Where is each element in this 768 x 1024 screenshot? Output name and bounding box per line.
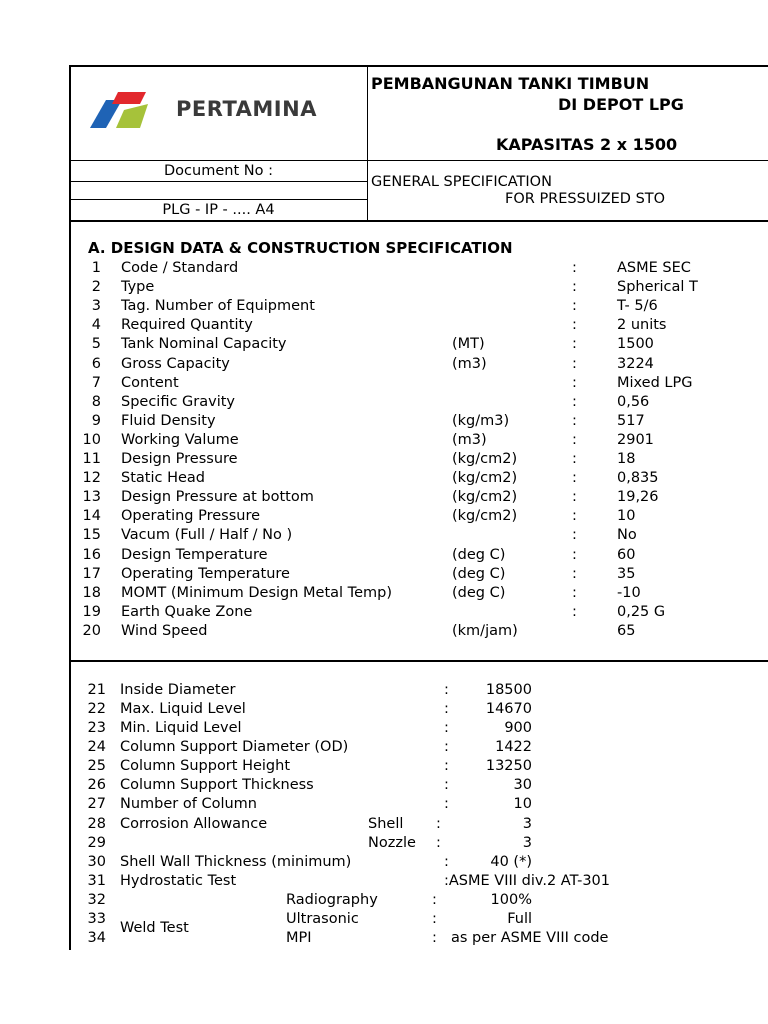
spec-value: 30 xyxy=(513,777,532,793)
spec-label: Specific Gravity xyxy=(121,393,236,410)
row-colon: : xyxy=(572,584,577,601)
row-colon: : xyxy=(444,701,449,717)
spec-value: 2901 xyxy=(617,431,654,448)
row-number: 8 xyxy=(91,393,101,410)
row-number: 24 xyxy=(87,739,106,755)
weld-test-label: Weld Test xyxy=(120,920,189,936)
hydrostatic-test-value: :ASME VIII div.2 AT-301 xyxy=(444,873,611,889)
spec-unit: (deg C) xyxy=(452,546,506,563)
row-number: 27 xyxy=(87,796,106,812)
spec-label: Column Support Thickness xyxy=(120,777,314,793)
row-number: 15 xyxy=(82,527,101,544)
spec-value: 35 xyxy=(617,565,636,582)
row-colon: : xyxy=(572,431,577,448)
spec-value: 18500 xyxy=(485,682,532,698)
spec-label: Tag. Number of Equipment xyxy=(121,298,315,315)
row-number: 32 xyxy=(87,892,106,908)
row-number: 12 xyxy=(82,470,101,487)
spec-label: Column Support Height xyxy=(120,758,290,774)
spec-label: Operating Temperature xyxy=(121,565,290,582)
spec-unit: (km/jam) xyxy=(452,622,518,639)
row-number: 16 xyxy=(82,546,101,563)
spec-label: Earth Quake Zone xyxy=(121,603,253,620)
row-number: 4 xyxy=(91,317,101,334)
spec-title-line2: FOR PRESSUIZED STO xyxy=(505,191,666,207)
hydrostatic-test-label: Hydrostatic Test xyxy=(120,873,237,889)
row-number: 2 xyxy=(91,279,101,296)
row-number: 30 xyxy=(87,854,106,870)
row-colon: : xyxy=(436,816,441,832)
spec-unit: (m3) xyxy=(452,431,487,448)
row-colon: : xyxy=(444,758,449,774)
spec-label: Fluid Density xyxy=(121,412,216,429)
spec-label: Max. Liquid Level xyxy=(120,701,246,717)
row-number: 29 xyxy=(87,835,106,851)
spec-unit: (MT) xyxy=(452,336,485,353)
row-colon: : xyxy=(572,355,577,372)
spec-unit: (deg C) xyxy=(452,584,506,601)
row-number: 14 xyxy=(82,508,101,525)
row-number: 10 xyxy=(82,431,101,448)
doc-line-2 xyxy=(70,199,368,200)
nozzle-label: Nozzle xyxy=(368,835,416,851)
row-number: 20 xyxy=(82,622,101,639)
spec-value: 1422 xyxy=(495,739,532,755)
spec-label: Required Quantity xyxy=(121,317,253,334)
spec-value: 65 xyxy=(617,622,636,639)
spec-label: Type xyxy=(121,279,155,296)
document-no-label: Document No : xyxy=(164,163,273,179)
spec-value: 18 xyxy=(617,451,636,467)
spec-value: 10 xyxy=(617,508,636,525)
row-colon: : xyxy=(572,374,577,391)
row-colon: : xyxy=(572,317,577,334)
spec-label: Design Temperature xyxy=(121,546,268,563)
spec-value: 0,835 xyxy=(617,470,659,487)
spec-title-line1: GENERAL SPECIFICATION xyxy=(371,174,552,190)
spec-label: Static Head xyxy=(121,470,205,487)
spec-label: Vacum (Full / Half / No ) xyxy=(121,527,293,544)
spec-value: 19,26 xyxy=(617,489,659,506)
spec-value: 0,56 xyxy=(617,393,650,410)
row-number: 7 xyxy=(91,374,101,391)
row-colon: : xyxy=(444,739,449,755)
row-number: 3 xyxy=(91,298,101,315)
row-colon: : xyxy=(432,911,437,927)
row-number: 6 xyxy=(91,355,101,372)
ultrasonic-label: Ultrasonic xyxy=(286,911,359,927)
header-bottom-line xyxy=(70,220,768,222)
row-colon: : xyxy=(572,260,577,276)
spec-unit: (kg/cm2) xyxy=(452,489,518,506)
spec-unit: (kg/cm2) xyxy=(452,451,518,467)
row-colon: : xyxy=(572,565,577,582)
row-colon: : xyxy=(572,527,577,544)
doc-line-1 xyxy=(70,181,368,182)
shell-wall-value: 40 (*) xyxy=(490,854,532,870)
row-number: 17 xyxy=(82,565,101,582)
spec-unit: (deg C) xyxy=(452,565,506,582)
mpi-label: MPI xyxy=(286,930,312,946)
row-colon: : xyxy=(432,892,437,908)
row-number: 1 xyxy=(91,260,101,276)
row-colon: : xyxy=(572,546,577,563)
spec-value: No xyxy=(617,527,637,544)
shell-wall-label: Shell Wall Thickness (minimum) xyxy=(120,854,352,870)
row-colon: : xyxy=(572,412,577,429)
row-colon: : xyxy=(444,682,449,698)
spec-unit: (kg/cm2) xyxy=(452,470,518,487)
spec-value: 3224 xyxy=(617,355,654,372)
frame-left xyxy=(69,65,71,950)
spec-unit: (kg/cm2) xyxy=(452,508,518,525)
section-divider xyxy=(70,660,768,662)
pertamina-logo-icon xyxy=(84,82,166,132)
nozzle-corrosion-value: 3 xyxy=(522,835,532,851)
row-number: 22 xyxy=(87,701,106,717)
spec-value: 10 xyxy=(513,796,532,812)
row-number: 31 xyxy=(87,873,106,889)
row-number: 33 xyxy=(87,911,106,927)
spec-label: Working Valume xyxy=(121,431,239,448)
spec-label: MOMT (Minimum Design Metal Temp) xyxy=(121,584,392,601)
spec-label: Column Support Diameter (OD) xyxy=(120,739,349,755)
row-number: 18 xyxy=(82,584,101,601)
header-row-line xyxy=(70,160,768,161)
spec-value: ASME SEC xyxy=(617,260,691,276)
spec-label: Design Pressure at bottom xyxy=(121,489,314,506)
spec-value: T- 5/6 xyxy=(617,298,658,315)
spec-label: Design Pressure xyxy=(121,451,238,467)
row-colon: : xyxy=(444,777,449,793)
spec-label: Code / Standard xyxy=(121,260,239,276)
row-colon: : xyxy=(572,508,577,525)
header-divider xyxy=(367,65,368,221)
spec-value: 13250 xyxy=(485,758,532,774)
radiography-value: 100% xyxy=(490,892,532,908)
spec-label: Min. Liquid Level xyxy=(120,720,242,736)
spec-label: Operating Pressure xyxy=(121,508,261,525)
spec-value: 0,25 G xyxy=(617,603,666,620)
spec-value: 60 xyxy=(617,546,636,563)
row-colon: : xyxy=(572,336,577,353)
project-title-line2: DI DEPOT LPG xyxy=(558,95,684,114)
row-colon: : xyxy=(572,603,577,620)
spec-label: Tank Nominal Capacity xyxy=(121,336,287,353)
spec-label: Inside Diameter xyxy=(120,682,236,698)
spec-value: 517 xyxy=(617,412,645,429)
spec-label: Number of Column xyxy=(120,796,257,812)
row-number: 25 xyxy=(87,758,106,774)
row-colon: : xyxy=(436,835,441,851)
row-number: 19 xyxy=(82,603,101,620)
row-number: 23 xyxy=(87,720,106,736)
row-number: 13 xyxy=(82,489,101,506)
row-colon: : xyxy=(444,720,449,736)
row-number: 5 xyxy=(91,336,101,353)
spec-value: Spherical T xyxy=(617,279,698,296)
document-number: PLG - IP - .... A4 xyxy=(162,202,275,218)
row-number: 26 xyxy=(87,777,106,793)
spec-value: Mixed LPG xyxy=(617,374,693,391)
project-title-line3: KAPASITAS 2 x 1500 xyxy=(496,135,678,154)
spec-label: Gross Capacity xyxy=(121,355,230,372)
spec-value: -10 xyxy=(617,584,641,601)
shell-label: Shell xyxy=(368,816,404,832)
shell-corrosion-value: 3 xyxy=(522,816,532,832)
spec-value: 1500 xyxy=(617,336,654,353)
spec-value: 2 units xyxy=(617,317,667,334)
spec-label: Content xyxy=(121,374,179,391)
row-colon: : xyxy=(572,451,577,467)
spec-label: Wind Speed xyxy=(121,622,208,639)
frame-top xyxy=(70,65,768,67)
brand-name: PERTAMINA xyxy=(176,97,317,121)
mpi-value: as per ASME VIII code xyxy=(451,930,609,946)
radiography-label: Radiography xyxy=(286,892,378,908)
section-a-heading: A. DESIGN DATA & CONSTRUCTION SPECIFICATION xyxy=(88,239,513,257)
row-colon: : xyxy=(572,489,577,506)
project-title-line1: PEMBANGUNAN TANKI TIMBUN xyxy=(371,74,650,93)
spec-value: 900 xyxy=(504,720,532,736)
spec-unit: (m3) xyxy=(452,355,487,372)
row-colon: : xyxy=(572,393,577,410)
row-number: 9 xyxy=(91,412,101,429)
row-colon: : xyxy=(444,796,449,812)
row-colon: : xyxy=(572,298,577,315)
spec-unit: (kg/m3) xyxy=(452,412,510,429)
row-colon: : xyxy=(572,279,577,296)
row-colon: : xyxy=(432,930,437,946)
row-colon: : xyxy=(444,854,449,870)
row-colon: : xyxy=(572,470,577,487)
row-number: 34 xyxy=(87,930,106,946)
spec-value: 14670 xyxy=(485,701,532,717)
row-number: 28 xyxy=(87,816,106,832)
row-number: 11 xyxy=(82,451,101,467)
row-number: 21 xyxy=(87,682,106,698)
corrosion-allowance-label: Corrosion Allowance xyxy=(120,816,268,832)
ultrasonic-value: Full xyxy=(507,911,532,927)
